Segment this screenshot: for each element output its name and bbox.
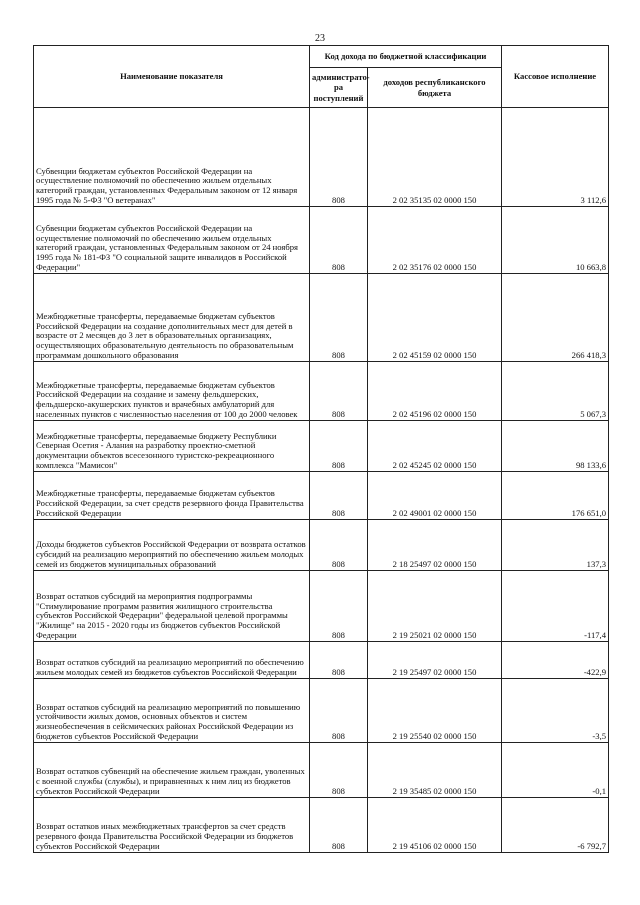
table-row xyxy=(34,274,609,362)
cash-execution-cell: 176 651,0 xyxy=(502,472,609,520)
revenue-code-cell: 2 19 35485 02 0000 150 xyxy=(368,743,502,798)
cash-execution-cell: -422,9 xyxy=(502,642,609,679)
table-row xyxy=(34,743,609,798)
cash-execution-cell: -0,1 xyxy=(502,743,609,798)
indicator-name-cell: Межбюджетные трансферты, передаваемые бюджетам субъектов Российской Федерации на создание и замену фельдшерских, фельдшерско-акушерских пунктов и врачебных амбулаторий для населенных пунктов с численностью населения от 100 до 2000 человек xyxy=(34,362,310,421)
table-body xyxy=(34,108,609,853)
admin-code-cell: 808 xyxy=(310,571,368,642)
indicator-name-cell: Возврат остатков субсидий на реализацию мероприятий по повышению устойчивости жилых домов, основных объектов и систем жизнеобеспечения в сейсмических районах Российской Федерации из бюджетов субъектов Российской Федерации xyxy=(34,679,310,743)
cash-execution-cell: 98 133,6 xyxy=(502,421,609,472)
indicator-name-cell: Возврат остатков субсидий на мероприятия подпрограммы "Стимулирование программ развития жилищного строительства субъектов Российской Федерации" федеральной целевой программы "Жилище" на 2015 - 2020 годы из бюджетов субъектов Российской Федерации xyxy=(34,571,310,642)
table-row xyxy=(34,520,609,571)
table-row xyxy=(34,207,609,274)
header-revenue-code: доходов республиканского бюджета xyxy=(368,68,502,108)
admin-code-cell: 808 xyxy=(310,679,368,743)
admin-code-cell: 808 xyxy=(310,362,368,421)
revenue-code-cell: 2 19 25540 02 0000 150 xyxy=(368,679,502,743)
indicator-name-cell: Возврат остатков субвенций на обеспечение жильем граждан, уволенных с военной службы (службы), и приравненных к ним лиц из бюджетов субъектов Российской Федерации xyxy=(34,743,310,798)
admin-code-cell: 808 xyxy=(310,520,368,571)
table-row xyxy=(34,571,609,642)
revenue-code-cell: 2 02 45159 02 0000 150 xyxy=(368,274,502,362)
revenue-code-cell: 2 19 45106 02 0000 150 xyxy=(368,798,502,853)
admin-code-cell: 808 xyxy=(310,108,368,207)
indicator-name-cell: Субвенции бюджетам субъектов Российской Федерации на осуществление полномочий по обеспечению жильем отдельных категорий граждан, установленных Федеральным законом от 12 января 1995 года № 5-ФЗ "О ветеранах" xyxy=(34,108,310,207)
admin-code-cell: 808 xyxy=(310,207,368,274)
header-admin: администрато-ра поступлений xyxy=(310,68,368,108)
header-indicator-name: Наименование показателя xyxy=(34,46,310,108)
cash-execution-cell: -117,4 xyxy=(502,571,609,642)
indicator-name-cell: Субвенции бюджетам субъектов Российской Федерации на осуществление полномочий по обеспечению жильем отдельных категорий граждан, установленных Федеральным законом от 24 ноября 1995 года № 181-ФЗ "О социальной защите инвалидов в Российской Федерации" xyxy=(34,207,310,274)
revenue-code-cell: 2 02 35135 02 0000 150 xyxy=(368,108,502,207)
table-row xyxy=(34,362,609,421)
indicator-name-cell: Возврат остатков иных межбюджетных трансфертов за счет средств резервного фонда Правительства Российской Федерации из бюджетов субъектов Российской Федерации xyxy=(34,798,310,853)
header-cash-execution: Кассовое исполнение xyxy=(502,46,609,108)
table-header xyxy=(34,46,609,108)
cash-execution-cell: 266 418,3 xyxy=(502,274,609,362)
cash-execution-cell: 137,3 xyxy=(502,520,609,571)
revenue-code-cell: 2 02 45245 02 0000 150 xyxy=(368,421,502,472)
cash-execution-cell: 10 663,8 xyxy=(502,207,609,274)
indicator-name-cell: Межбюджетные трансферты, передаваемые бюджетам субъектов Российской Федерации, за счет средств резервного фонда Правительства Российской Федерации xyxy=(34,472,310,520)
revenue-code-cell: 2 19 25497 02 0000 150 xyxy=(368,642,502,679)
revenue-code-cell: 2 19 25021 02 0000 150 xyxy=(368,571,502,642)
header-code-group: Код дохода по бюджетной классификации xyxy=(310,46,502,68)
admin-code-cell: 808 xyxy=(310,421,368,472)
table-row xyxy=(34,679,609,743)
revenue-code-cell: 2 02 45196 02 0000 150 xyxy=(368,362,502,421)
admin-code-cell: 808 xyxy=(310,798,368,853)
admin-code-cell: 808 xyxy=(310,274,368,362)
table-row xyxy=(34,798,609,853)
admin-code-cell: 808 xyxy=(310,642,368,679)
cash-execution-cell: -6 792,7 xyxy=(502,798,609,853)
table-row xyxy=(34,108,609,207)
revenue-code-cell: 2 18 25497 02 0000 150 xyxy=(368,520,502,571)
admin-code-cell: 808 xyxy=(310,743,368,798)
indicator-name-cell: Возврат остатков субсидий на реализацию мероприятий по обеспечению жильем молодых семей из бюджетов субъектов Российской Федерации xyxy=(34,642,310,679)
admin-code-cell: 808 xyxy=(310,472,368,520)
budget-revenue-table xyxy=(33,45,609,853)
indicator-name-cell: Межбюджетные трансферты, передаваемые бюджету Республики Северная Осетия - Алания на разработку проектно-сметной документации объектов всесезонного туристско-рекреационного комплекса "Мамисон" xyxy=(34,421,310,472)
table-row xyxy=(34,472,609,520)
table-row xyxy=(34,421,609,472)
cash-execution-cell: 3 112,6 xyxy=(502,108,609,207)
indicator-name-cell: Доходы бюджетов субъектов Российской Федерации от возврата остатков субсидий на реализацию мероприятий по обеспечению жильем молодых семей из бюджетов муниципальных образований xyxy=(34,520,310,571)
cash-execution-cell: 5 067,3 xyxy=(502,362,609,421)
table-row xyxy=(34,642,609,679)
indicator-name-cell: Межбюджетные трансферты, передаваемые бюджетам субъектов Российской Федерации на создание дополнительных мест для детей в возрасте от 2 месяцев до 3 лет в образовательных организациях, осуществляющих образовательную деятельность по образовательным программам дошкольного образования xyxy=(34,274,310,362)
revenue-code-cell: 2 02 49001 02 0000 150 xyxy=(368,472,502,520)
cash-execution-cell: -3,5 xyxy=(502,679,609,743)
revenue-code-cell: 2 02 35176 02 0000 150 xyxy=(368,207,502,274)
page-number: 23 xyxy=(315,33,325,44)
